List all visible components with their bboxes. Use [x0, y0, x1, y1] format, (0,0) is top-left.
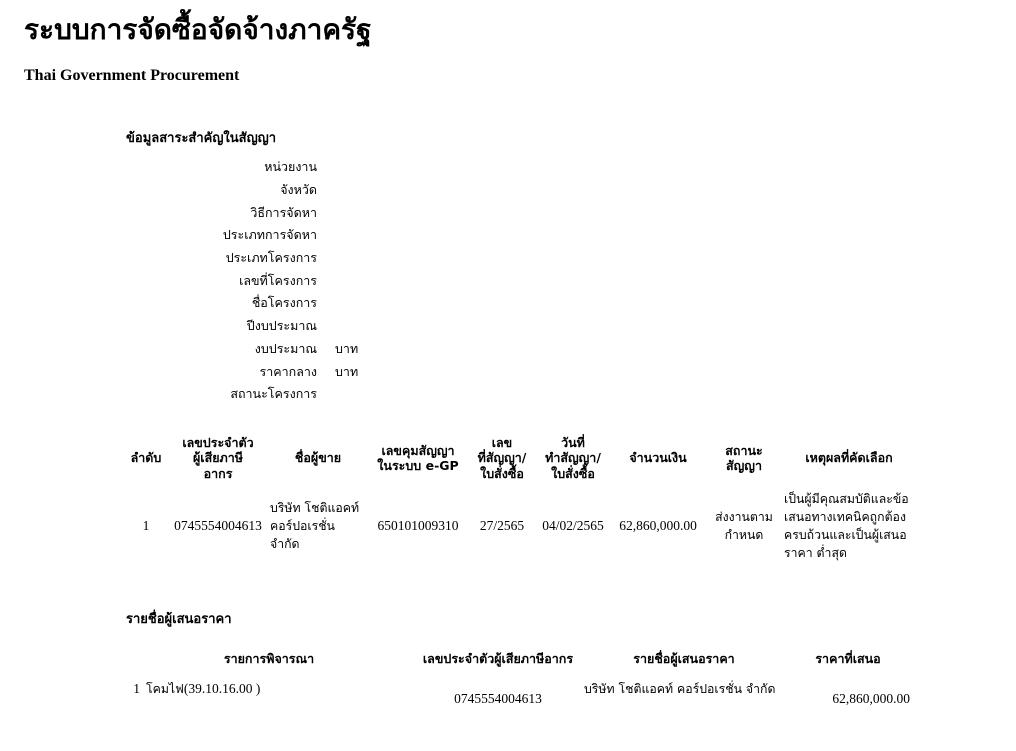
page-subtitle: Thai Government Procurement — [24, 67, 240, 84]
info-row-budget — [126, 338, 358, 361]
header-text: ชื่อผู้ขาย — [294, 450, 342, 466]
info-unit — [325, 383, 358, 406]
contract-table — [124, 428, 916, 564]
info-unit — [325, 269, 358, 292]
info-value — [317, 201, 325, 224]
contract-status: ส่งงานตามกำหนด — [715, 510, 773, 542]
info-unit — [325, 179, 358, 202]
contract-egp-control-no: 650101009310 — [377, 518, 459, 533]
info-unit: บาท — [335, 363, 359, 379]
info-value — [317, 338, 325, 361]
info-unit: บาท — [335, 340, 359, 356]
header-text: เลขประจำตัว — [182, 434, 254, 450]
info-value — [317, 156, 325, 179]
col-header-egp-control-no — [368, 428, 468, 488]
contract-index: 1 — [142, 518, 150, 533]
header-text: ใบสั่งซื้อ — [551, 465, 595, 481]
info-unit — [325, 156, 358, 179]
info-row-project-status — [126, 383, 358, 406]
col-header-item: รายการพิจารณา — [223, 650, 315, 666]
contract-number: 27/2565 — [479, 518, 525, 533]
info-row-procurement-type — [126, 224, 358, 247]
header-text: เลข — [491, 434, 513, 450]
col-header-contract-date — [536, 428, 610, 488]
bidder-name: บริษัท โชติแอคท์ คอร์ปอเรชั่น จำกัด — [584, 682, 776, 696]
col-header-index — [124, 428, 168, 488]
info-row-province — [126, 179, 358, 202]
header-text: จำนวนเงิน — [629, 450, 687, 466]
page-title: ระบบการจัดซื้อจัดจ้างภาครัฐ — [24, 13, 372, 46]
info-label: ประเภทการจัดหา — [222, 227, 317, 243]
info-row-project-name — [126, 292, 358, 315]
info-row-reference-price — [126, 360, 358, 383]
info-value — [317, 179, 325, 202]
header-text: ทำสัญญา/ — [545, 450, 601, 466]
bidders-table-header — [124, 638, 910, 678]
header-text: สถานะ — [725, 442, 763, 458]
info-unit — [325, 315, 358, 338]
info-label: วิธีการจัดหา — [250, 204, 317, 220]
header-text: อากร — [203, 465, 233, 481]
info-label: สถานะโครงการ — [230, 386, 317, 402]
info-row-project-type — [126, 247, 358, 270]
col-header-selection-reason — [782, 428, 916, 488]
key-info-table — [126, 156, 358, 406]
info-value — [317, 224, 325, 247]
info-label: เลขที่โครงการ — [239, 272, 317, 288]
info-unit — [325, 247, 358, 270]
col-header-amount — [610, 428, 706, 488]
info-label: ราคากลาง — [259, 363, 317, 379]
header-text: วันที่ — [561, 434, 585, 450]
info-row-agency — [126, 156, 358, 179]
contract-selection-reason: เป็นผู้มีคุณสมบัติและข้อเสนอทางเทคนิคถูกต้องครบถ้วนและเป็นผู้เสนอราคา ต่ำสุด — [784, 492, 909, 560]
bidder-row — [124, 678, 910, 710]
info-value — [317, 383, 325, 406]
header-text: ผู้เสียภาษี — [192, 450, 244, 466]
bidder-item — [144, 678, 414, 710]
contract-tax-id: 0745554004613 — [174, 518, 262, 533]
col-header-bidder-tax-id: เลขประจำตัวผู้เสียภาษีอากร — [422, 650, 574, 666]
bidder-item-name: โคมไฟ — [146, 682, 184, 696]
info-row-project-number — [126, 269, 358, 292]
bidders-table — [124, 638, 910, 710]
info-unit — [325, 292, 358, 315]
col-header-vendor-name — [268, 428, 368, 488]
col-header-contract-status — [706, 428, 782, 488]
col-header-tax-id — [168, 428, 268, 488]
info-label: ชื่อโครงการ — [251, 295, 317, 311]
info-value — [317, 292, 325, 315]
info-label: จังหวัด — [280, 182, 317, 198]
info-value — [317, 247, 325, 270]
bidder-price: 62,860,000.00 — [832, 691, 910, 706]
key-info-heading: ข้อมูลสาระสำคัญในสัญญา — [126, 131, 277, 146]
bidder-index: 1 — [133, 681, 140, 696]
info-unit — [325, 201, 358, 224]
info-value — [317, 315, 325, 338]
info-label: ประเภทโครงการ — [225, 250, 317, 266]
bidders-heading: รายชื่อผู้เสนอราคา — [126, 612, 232, 627]
contract-row — [124, 488, 916, 564]
info-row-procurement-method — [126, 201, 358, 224]
info-value — [317, 269, 325, 292]
contract-date: 04/02/2565 — [542, 518, 604, 533]
info-label: งบประมาณ — [254, 340, 317, 356]
col-header-offered-price: ราคาที่เสนอ — [815, 650, 881, 666]
bidder-tax-id: 0745554004613 — [454, 691, 542, 706]
header-text: เหตุผลที่คัดเลือก — [805, 450, 893, 466]
header-text: ในระบบ e-GP — [377, 458, 459, 473]
info-value — [317, 360, 325, 383]
info-unit — [325, 224, 358, 247]
info-label: ปีงบประมาณ — [246, 318, 317, 334]
header-text: เลขคุมสัญญา — [381, 442, 455, 458]
header-text: ที่สัญญา/ — [477, 450, 527, 466]
header-text: ใบสั่งซื้อ — [480, 465, 524, 481]
bidder-item-code: (39.10.16.00 ) — [183, 681, 261, 696]
contract-vendor-name: บริษัท โชติแอคท์ คอร์ปอเรชั่น จำกัด — [270, 501, 360, 551]
header-text: ลำดับ — [130, 450, 162, 466]
contract-table-header — [124, 428, 916, 488]
contract-amount: 62,860,000.00 — [619, 518, 697, 533]
col-header-contract-no — [468, 428, 536, 488]
header-text: สัญญา — [726, 458, 762, 473]
info-label: หน่วยงาน — [264, 159, 317, 175]
col-header-bidder-name: รายชื่อผู้เสนอราคา — [633, 650, 735, 666]
info-row-fiscal-year — [126, 315, 358, 338]
